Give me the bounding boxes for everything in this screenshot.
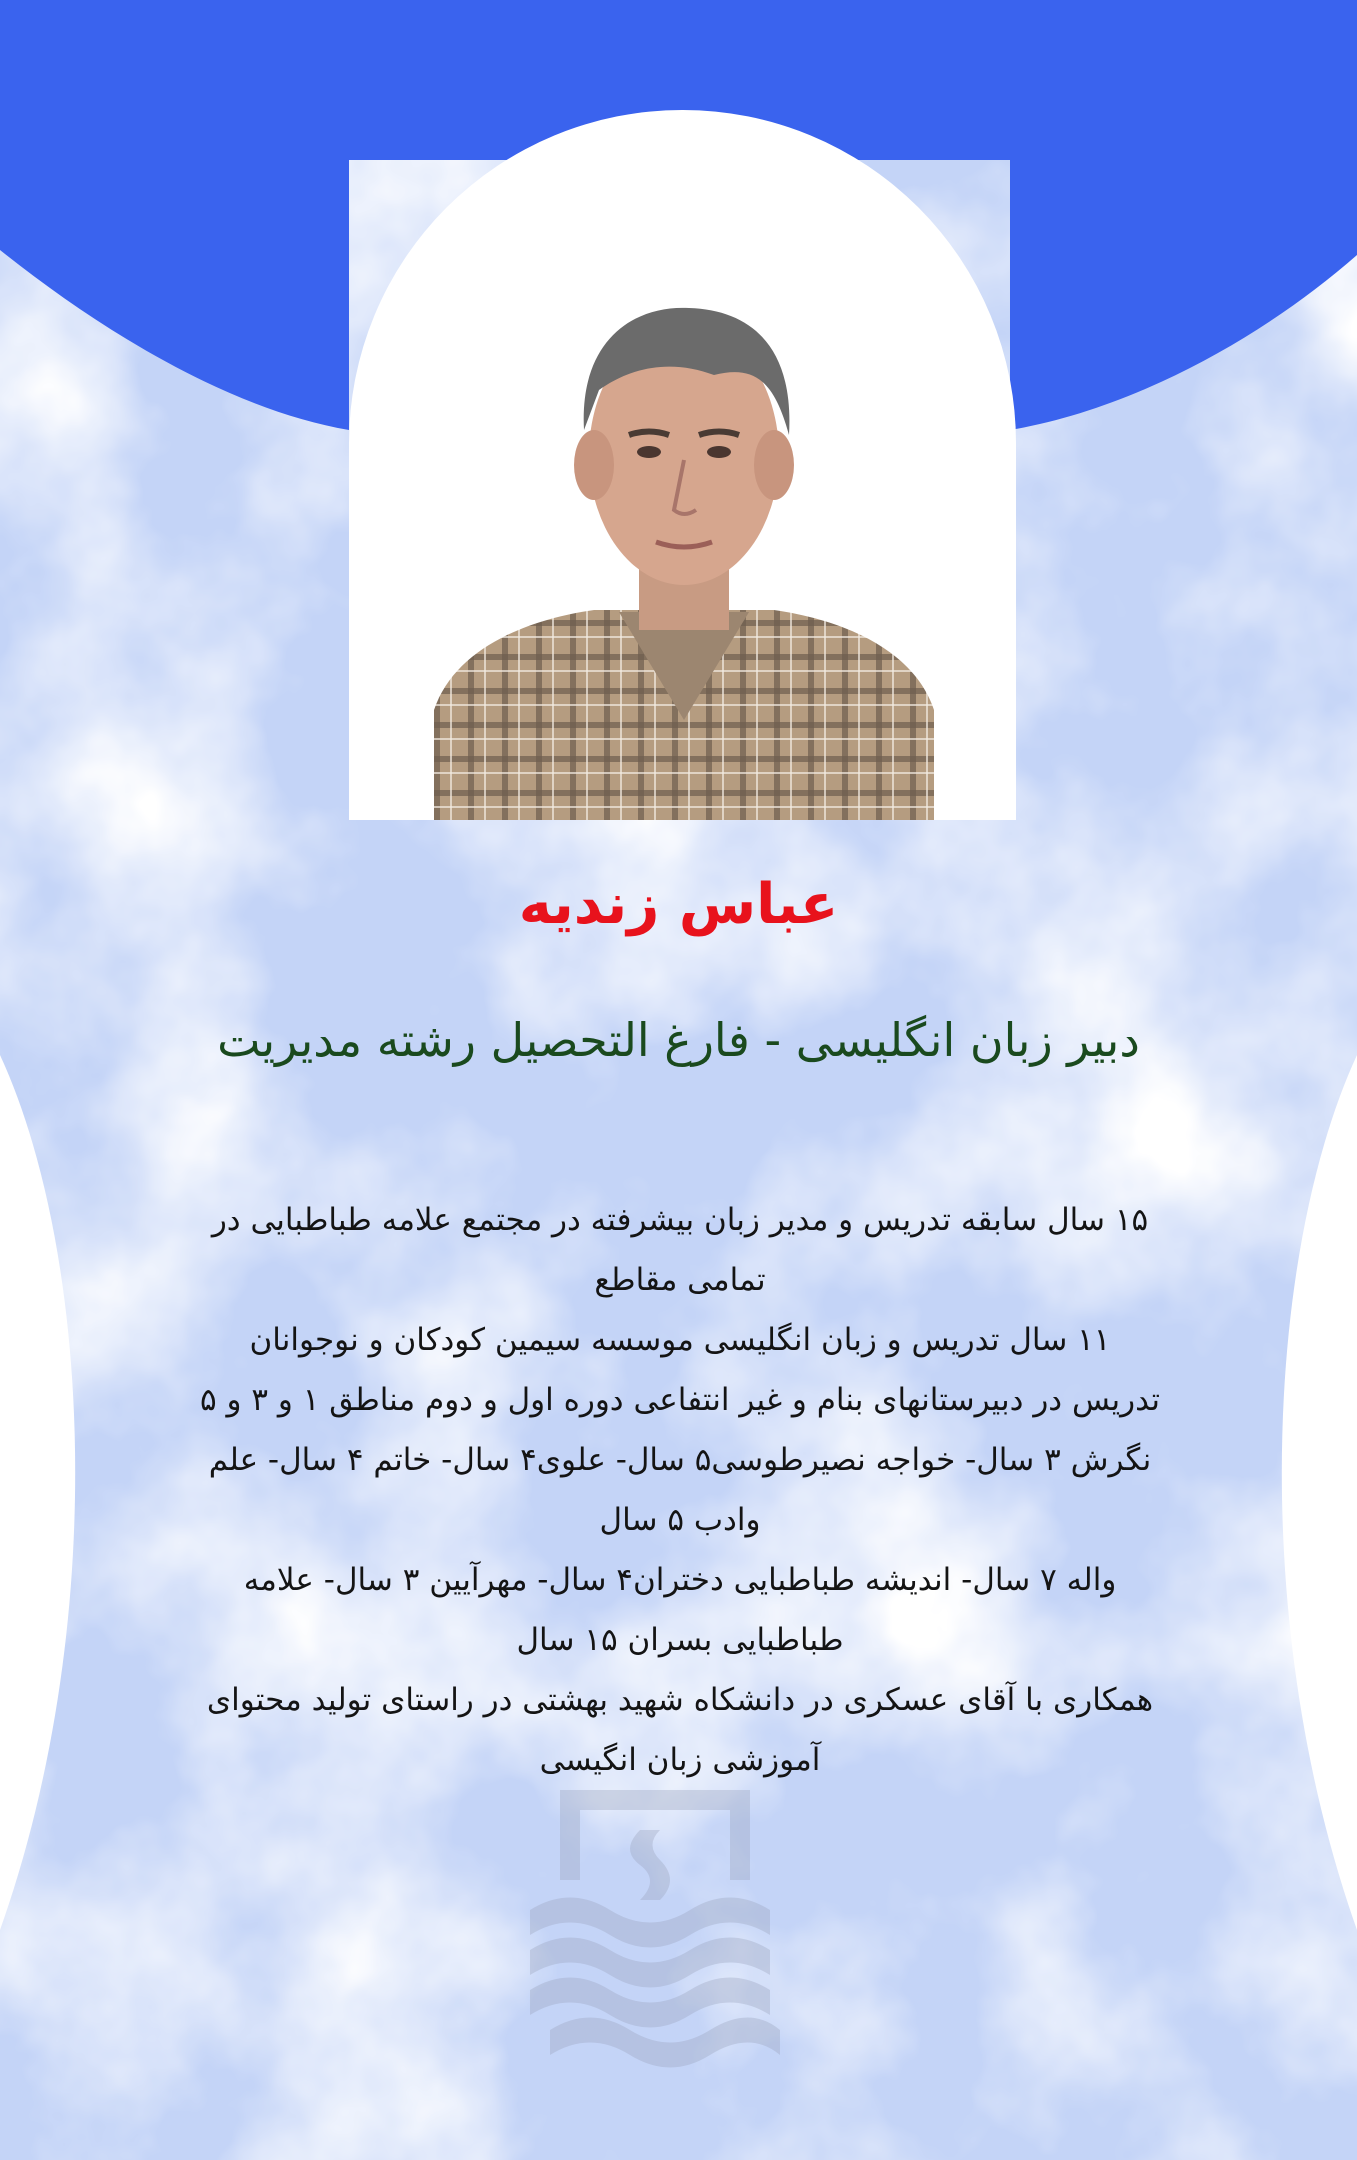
bio-line: نگرش ۳ سال- خواجه نصیرطوسی۵ سال- علوی۴ سال- خاتم ۴ سال- علم وادب ۵ سال <box>208 1442 1152 1538</box>
bio-line: ۱۵ سال سابقه تدریس و مدیر زبان بیشرفته در مجتمع علامه طباطبایی در تمامی مقاطع <box>211 1202 1149 1298</box>
bio-line: واله ۷ سال- اندیشه طباطبایی دختران۴ سال- مهرآیین ۳ سال- علامه طباطبایی بسران ۱۵ سال <box>243 1562 1117 1658</box>
bio-section <box>180 1190 1180 1790</box>
person-subtitle: دبیر زبان انگلیسی - فارغ التحصیل رشته مدیریت <box>217 1013 1140 1067</box>
bio-line: ۱۱ سال تدریس و زبان انگلیسی موسسه سیمین کودکان و نوجوانان <box>249 1322 1111 1358</box>
photo-frame <box>349 110 1016 820</box>
bio-line: همکاری با آقای عسکری در دانشکاه شهید بهشتی در راستای تولید محتوای آموزشی زبان انگیسی <box>206 1682 1154 1778</box>
school-logo-watermark <box>530 1790 830 2090</box>
bio-line: تدریس در دبیرستانهای بنام و غیر انتفاعی دوره اول و دوم مناطق ۱ و ۳ و ۵ <box>200 1382 1160 1418</box>
person-name: عباس زندیه <box>518 872 839 937</box>
portrait-photo <box>434 280 934 820</box>
